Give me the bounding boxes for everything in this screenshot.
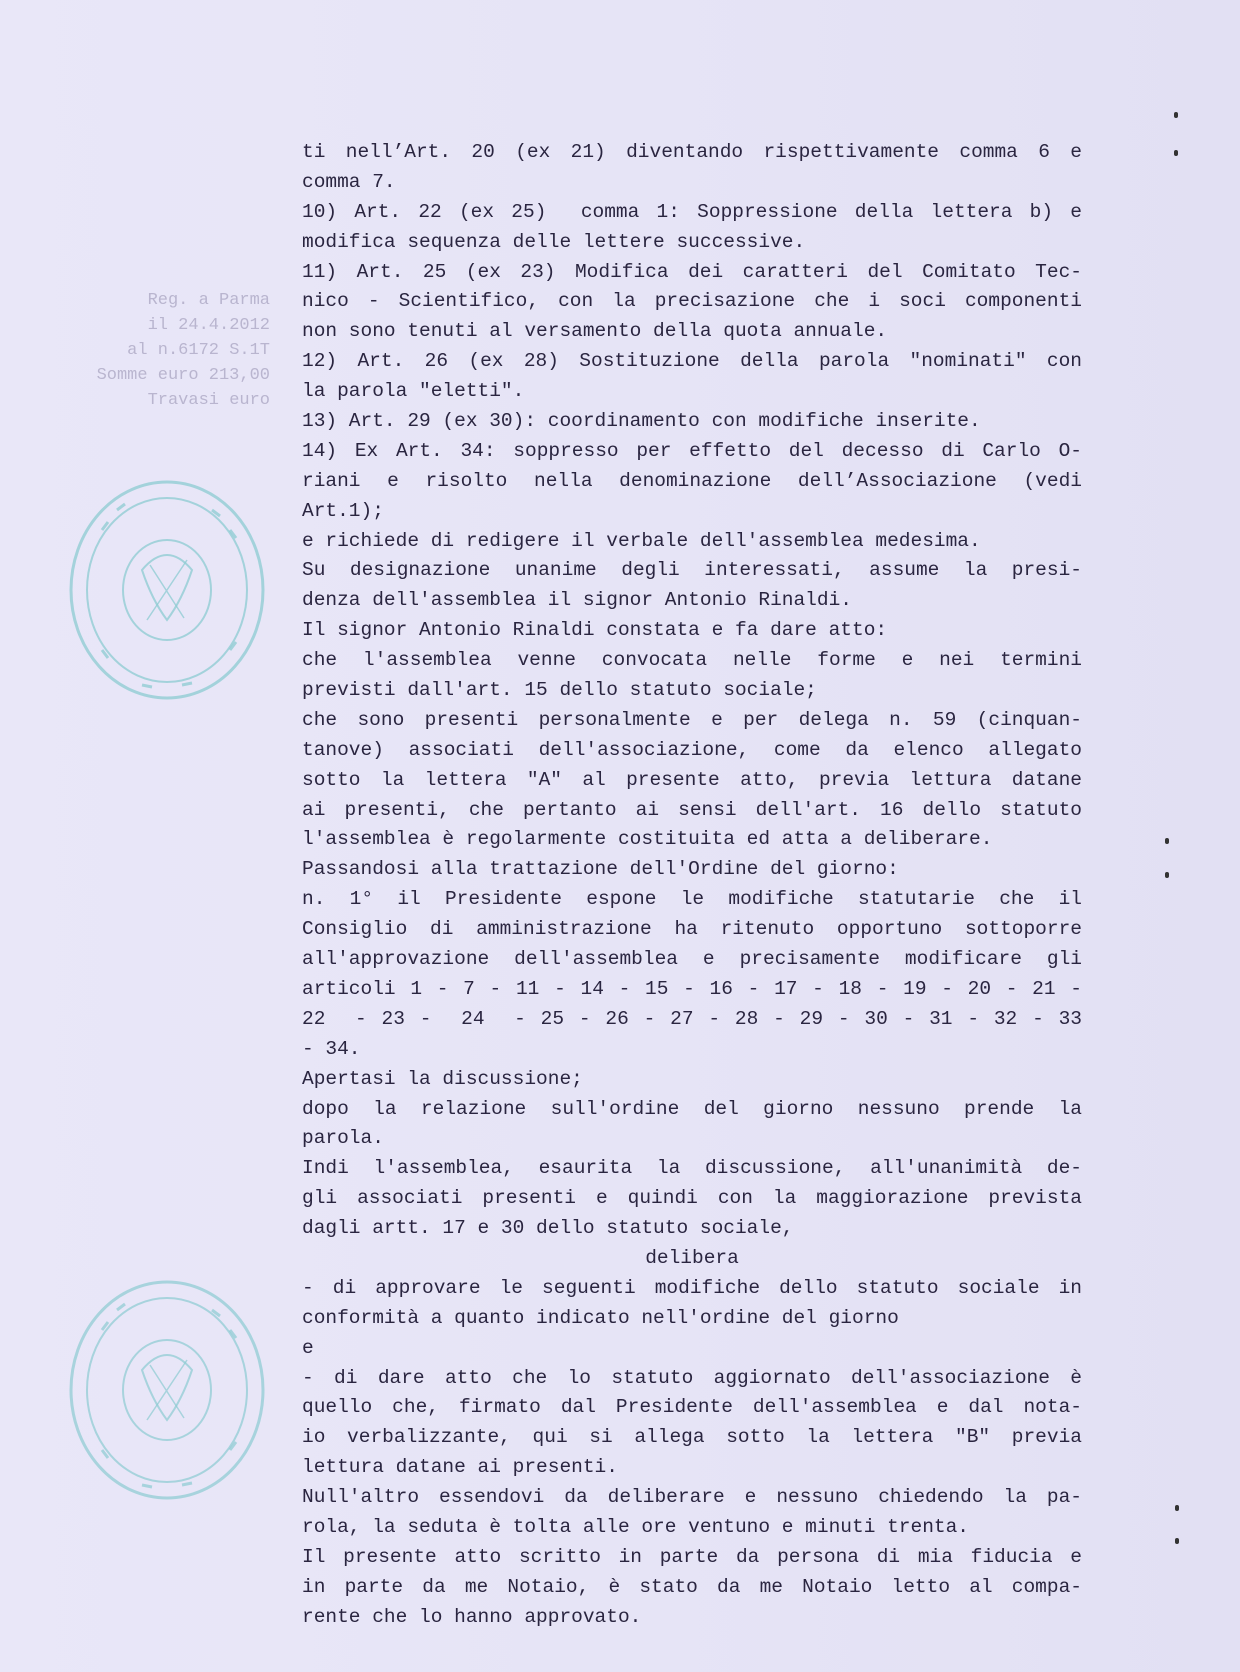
text-line: Passandosi alla trattazione dell'Ordine del giorno: <box>302 858 899 881</box>
text-line: dopo la relazione sull'ordine del giorno nessuno prende la <box>302 1097 1082 1120</box>
text-line: Indi l'assemblea, esaurita la discussione, all'unanimità de- <box>302 1157 1082 1180</box>
scan-mark <box>1174 112 1178 118</box>
scan-mark <box>1175 1538 1179 1544</box>
notary-seal-top <box>62 470 272 710</box>
text-line: conformità a quanto indicato nell'ordine del giorno <box>302 1306 899 1329</box>
text-line: che l'assemblea venne convocata nelle forme e nei termini <box>302 649 1082 672</box>
text-line: 12) Art. 26 (ex 28) Sostituzione della parola "nominati" con <box>302 350 1082 373</box>
text-line: 14) Ex Art. 34: soppresso per effetto del decesso di Carlo O- <box>302 439 1082 462</box>
text-line: 22 - 23 - 24 - 25 - 26 - 27 - 28 - 29 - 30 - 31 - 32 - 33 <box>302 1007 1082 1030</box>
registration-stamp-line: al n.6172 S.1T <box>127 341 270 360</box>
text-line: Art.1); <box>302 499 384 522</box>
registration-stamp-line: Somme euro 213,00 <box>96 366 270 385</box>
text-line: n. 1° il Presidente espone le modifiche statutarie che il <box>302 888 1082 911</box>
text-line: non sono tenuti al versamento della quota annuale. <box>302 320 888 343</box>
text-line: che sono presenti personalmente e per delega n. 59 (cinquan- <box>302 708 1082 731</box>
text-line: 10) Art. 22 (ex 25) comma 1: Soppressione della lettera b) e <box>302 200 1082 223</box>
scan-mark <box>1175 1505 1179 1511</box>
text-line: l'assemblea è regolarmente costituita ed atta a deliberare. <box>302 828 993 851</box>
text-line: modifica sequenza delle lettere successive. <box>302 230 806 253</box>
text-line: ti nell’Art. 20 (ex 21) diventando rispettivamente comma 6 e <box>302 141 1082 163</box>
text-line: Il signor Antonio Rinaldi constata e fa dare atto: <box>302 619 888 642</box>
text-line: - 34. <box>302 1037 361 1060</box>
scan-mark <box>1165 838 1169 844</box>
text-line: Null'altro essendovi da deliberare e nessuno chiedendo la pa- <box>302 1486 1082 1509</box>
scan-mark <box>1165 872 1169 878</box>
registration-stamp-line: Reg. a Parma <box>147 291 270 310</box>
text-line: denza dell'assemblea il signor Antonio Rinaldi. <box>302 589 852 612</box>
text-line: in parte da me Notaio, è stato da me Notaio letto al compa- <box>302 1575 1082 1598</box>
text-line: Su designazione unanime degli interessati, assume la presi- <box>302 559 1082 582</box>
notary-seal-bottom <box>62 1270 272 1510</box>
text-line: e richiede di redigere il verbale dell'assemblea medesima. <box>302 529 981 552</box>
text-line: e <box>302 1336 314 1359</box>
scan-mark <box>1174 150 1178 156</box>
text-line: - di approvare le seguenti modifiche dello statuto sociale in <box>302 1276 1082 1299</box>
text-line: 13) Art. 29 (ex 30): coordinamento con modifiche inserite. <box>302 410 981 433</box>
text-line: Apertasi la discussione; <box>302 1067 583 1090</box>
text-line: Consiglio di amministrazione ha ritenuto opportuno sottoporre <box>302 918 1082 941</box>
document-body <box>302 138 1082 1633</box>
text-line: previsti dall'art. 15 dello statuto sociale; <box>302 679 817 702</box>
text-line: nico - Scientifico, con la precisazione che i soci componenti <box>302 290 1082 313</box>
text-line: tanove) associati dell'associazione, come da elenco allegato <box>302 738 1082 761</box>
text-line: all'approvazione dell'assemblea e precisamente modificare gli <box>302 948 1082 971</box>
text-line: 11) Art. 25 (ex 23) Modifica dei caratteri del Comitato Tec- <box>302 260 1082 283</box>
text-line: quello che, firmato dal Presidente dell'assemblea e dal nota- <box>302 1396 1082 1419</box>
text-line: sotto la lettera "A" al presente atto, previa lettura datane <box>302 768 1082 791</box>
text-line: riani e risolto nella denominazione dell’Associazione (vedi <box>302 469 1082 492</box>
text-line: rola, la seduta è tolta alle ore ventuno e minuti trenta. <box>302 1515 970 1538</box>
text-line: dagli artt. 17 e 30 dello statuto sociale, <box>302 1217 794 1240</box>
text-line: io verbalizzante, qui si allega sotto la lettera "B" previa <box>302 1426 1082 1449</box>
text-line: gli associati presenti e quindi con la maggiorazione prevista <box>302 1187 1082 1210</box>
text-line: ai presenti, che pertanto ai sensi dell'art. 16 dello statuto <box>302 798 1082 821</box>
registration-stamp-line: il 24.4.2012 <box>147 316 270 335</box>
text-line: lettura datane ai presenti. <box>302 1456 618 1479</box>
text-line: rente che lo hanno approvato. <box>302 1605 642 1628</box>
text-line: - di dare atto che lo statuto aggiornato dell'associazione è <box>302 1366 1082 1389</box>
text-line: la parola "eletti". <box>302 380 525 403</box>
text-line: comma 7. <box>302 170 396 193</box>
text-line: Il presente atto scritto in parte da persona di mia fiducia e <box>302 1545 1082 1568</box>
deliberation-heading: delibera <box>645 1246 739 1269</box>
text-line: parola. <box>302 1127 384 1150</box>
registration-stamp <box>20 288 270 413</box>
text-line: articoli 1 - 7 - 11 - 14 - 15 - 16 - 17 - 18 - 19 - 20 - 21 - <box>302 977 1082 1000</box>
registration-stamp-line: Travasi euro <box>147 391 270 410</box>
